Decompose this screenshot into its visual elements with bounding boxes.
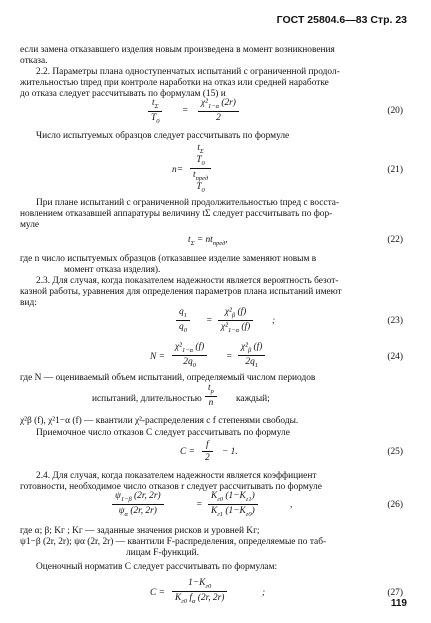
formula-separator: , (290, 500, 293, 510)
equals-sign: = (206, 316, 213, 326)
equation-number: (24) (387, 352, 403, 362)
text-line: готовности, необходимое число отказов r следует рассчитывать по формуле (20, 482, 322, 492)
equals-sign: = (196, 500, 203, 510)
equation-number: (21) (387, 165, 403, 175)
page-header: ГОСТ 25804.6—83 Стр. 23 (276, 14, 407, 26)
formula-27-lhs: C = (150, 588, 165, 598)
text-line: 2.3. Для случая, когда показателем надежности является вероятность безот- (36, 276, 339, 286)
equation-number: (23) (387, 316, 403, 326)
text-line: жительностью tпред при контроле наработки на отказ или средней наработке (20, 78, 329, 88)
formula-23-rhs: $\frac{\chi^2_\beta (f)}{\chi^2_{1-\alpha} (f)}$ (218, 307, 253, 334)
text-line: 2.2. Параметры плана одноступенчатых испытаний с ограниченной продол- (36, 67, 340, 77)
equation-number: (26) (387, 500, 403, 510)
text-line: момент отказа изделия). (64, 265, 161, 275)
text-line: испытаний, длительностью (92, 394, 202, 404)
formula-24-lhs: N = (150, 352, 165, 362)
formula-25-frac: $\frac{f}{2}$ (202, 440, 213, 463)
text-line: 2.4. Для случая, когда показателем надежности является коэффициент (36, 471, 317, 481)
text-line: χ²β (f), χ²1−α (f) — квантили χ²-распределения с f степенями свободы. (20, 416, 299, 426)
formula-21-lhs: n= (172, 165, 184, 175)
text-line: ψ1−β (2r, 2r); ψα (2r, 2r) — квантили F-распределения, определяемые по таб- (20, 537, 327, 547)
equation-number: (20) (387, 106, 403, 116)
formula-26-lhs: $\frac{\psi_{1-\beta} (2r, 2r)}{\psi_\alpha (2r, 2r)}$ (112, 491, 164, 518)
text-line: При плане испытаний с ограниченной продолжительностью tпред с восста- (36, 198, 340, 208)
formula-21-rhs: $t_\Sigma$ $T_0$ $t_{пред}$ $T_0$ (190, 143, 211, 194)
text-line: где N — оцениваемый объем испытаний, определяемый числом периодов (20, 373, 316, 383)
formula-22: $t_\Sigma = nt_{пред}$, (188, 235, 228, 247)
equation-number: (25) (387, 447, 403, 457)
formula-24-mid: $\frac{\chi^2_{1-\alpha} (f)}{2q_0}$ (172, 342, 207, 369)
formula-separator: ; (262, 588, 266, 598)
equation-number: (27) (387, 588, 403, 598)
equals-sign: = (226, 352, 233, 362)
text-line: где n число испытуемых образцов (отказавшее изделие заменяют новым в (20, 254, 317, 264)
text-line: Приемочное число отказов C следует рассчитывать по формуле (36, 428, 290, 438)
text-line: новлением отказавшей аппаратуры величину tΣ следует рассчитывать по фор- (20, 209, 333, 219)
formula-25-tail: − 1. (222, 447, 238, 457)
text-line: Число испытуемых образцов следует рассчитывать по формуле (36, 131, 290, 141)
text-line: каждый; (236, 394, 270, 404)
text-line: муле (20, 220, 40, 230)
period-fraction: $\frac{t_p}{n}$ (205, 383, 217, 408)
formula-26-rhs: $K_{г0}$ $(1-K_{г1})$ $K_{г1}$ $(1-K_{г0})$ (208, 491, 258, 518)
text-line: лицам F-функций. (126, 548, 199, 558)
text-line: отказа. (20, 56, 48, 66)
formula-20-lhs: $\frac{t_\Sigma}{T_0}$ (148, 98, 162, 125)
formula-23-lhs: $\frac{q_1}{q_0}$ (176, 307, 190, 334)
text-line: Оценочный норматив C следует рассчитывать по формулам: (36, 562, 278, 572)
text-line: до отказа следует рассчитывать по формулам (15) и (20, 89, 226, 99)
formula-25-lhs: C = (180, 447, 195, 457)
text-line: вид: (20, 298, 37, 308)
formula-27-rhs: $1-K_{г0}$ $K_{г0}$ $f_\alpha$ (2r, 2r) (172, 578, 227, 605)
text-line: если замена отказавшего изделия новым произведена в момент возникновения (20, 45, 335, 55)
equation-number: (22) (387, 235, 403, 245)
text-line: казной работы, уравнения для определения параметров плана испытаний имеют (20, 287, 342, 297)
text-line: где α; β; Kг ; Kг — заданные значения рисков и уровней Kг; (20, 526, 260, 536)
equals-sign: = (182, 106, 189, 116)
page-number: 119 (390, 598, 407, 609)
formula-separator: ; (272, 316, 276, 326)
formula-24-rhs: $\frac{\chi^2_\beta (f)}{2q_1}$ (238, 342, 265, 369)
formula-20-rhs: $\frac{\chi^2_{1-\alpha} (2r)}{2}$ (198, 98, 239, 123)
